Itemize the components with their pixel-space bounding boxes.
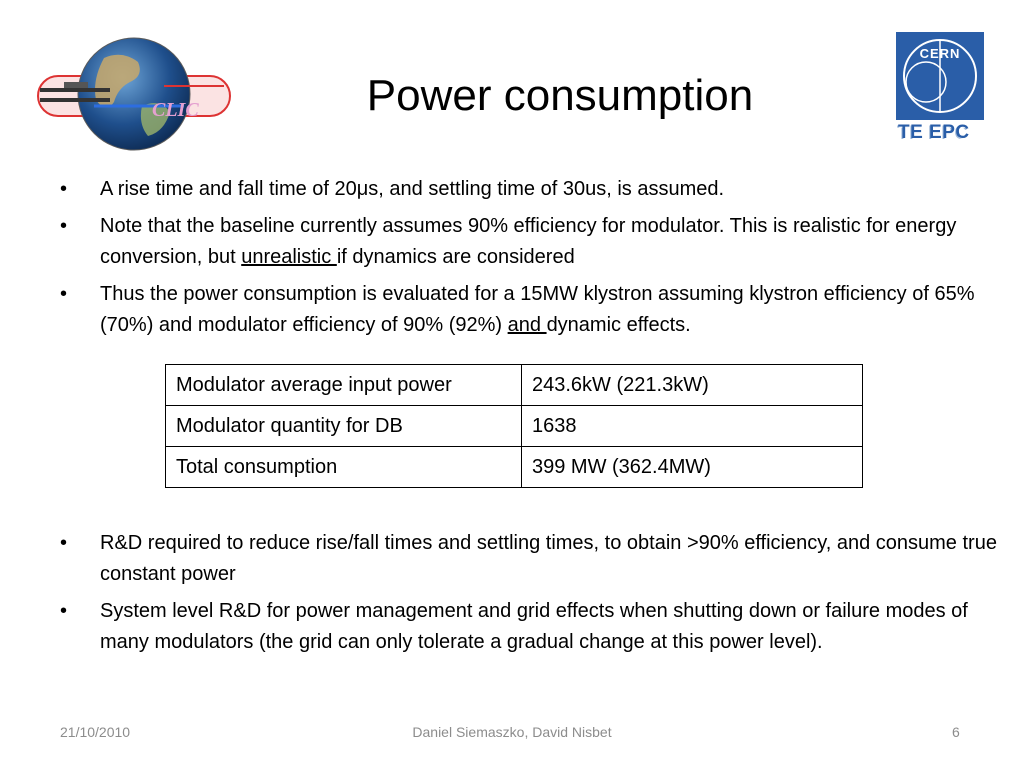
bullet-dot: • [60,178,68,200]
bullet-item: • A rise time and fall time of 20μs, and settling time of 30us, is assumed. [56,174,1006,205]
table-cell: 1638 [522,406,863,447]
page-title: Power consumption [366,71,754,120]
bullet-item: • System level R&D for power management and grid effects when shutting down or failure modes of many modulators (the grid can only tolerate a gradual change at this power level). [56,596,1006,658]
cern-logo-box [896,32,984,120]
table-cell: 243.6kW (221.3kW) [522,365,863,406]
bullet-item: • Note that the baseline currently assumes 90% efficiency for modulator. This is realistic for energy conversion, but unrealistic if dynamics are considered [56,211,1006,273]
table-row [166,406,863,447]
table-cell: Modulator average input power [166,365,522,406]
underlined-text: unrealistic [241,246,337,268]
power-table [165,364,863,488]
table-cell: 399 MW (362.4MW) [522,447,863,488]
bullet-dot: • [60,215,68,237]
clic-logo [34,36,234,154]
footer-authors: Daniel Siemaszko, David Nisbet [412,724,612,740]
bullet-item: • R&D required to reduce rise/fall times and settling times, to obtain >90% efficiency, and consume true constant power [56,528,1006,590]
footer-date: 21/10/2010 [60,724,131,740]
bullet-dot: • [60,283,68,305]
cern-logo [896,32,988,150]
table-cell: Total consumption [166,447,522,488]
bullet-item: • Thus the power consumption is evaluated for a 15MW klystron assuming klystron efficiency of 65% (70%) and modulator efficiency of 90% (92%) and dynamic effects. [56,279,1006,341]
cern-logo-text: CERN [919,46,961,61]
table-cell: Modulator quantity for DB [166,406,522,447]
bullet-dot: • [60,532,68,554]
top-bullet-list [56,174,1006,347]
clic-logo-text: CLIC [152,99,199,121]
table-row [166,447,863,488]
te-epc-caption: TE EPC [898,122,970,143]
table-row [166,365,863,406]
page-number: 6 [952,724,960,740]
bullet-dot: • [60,600,68,622]
bottom-bullet-list [56,528,1006,664]
underlined-text: and [507,314,547,336]
